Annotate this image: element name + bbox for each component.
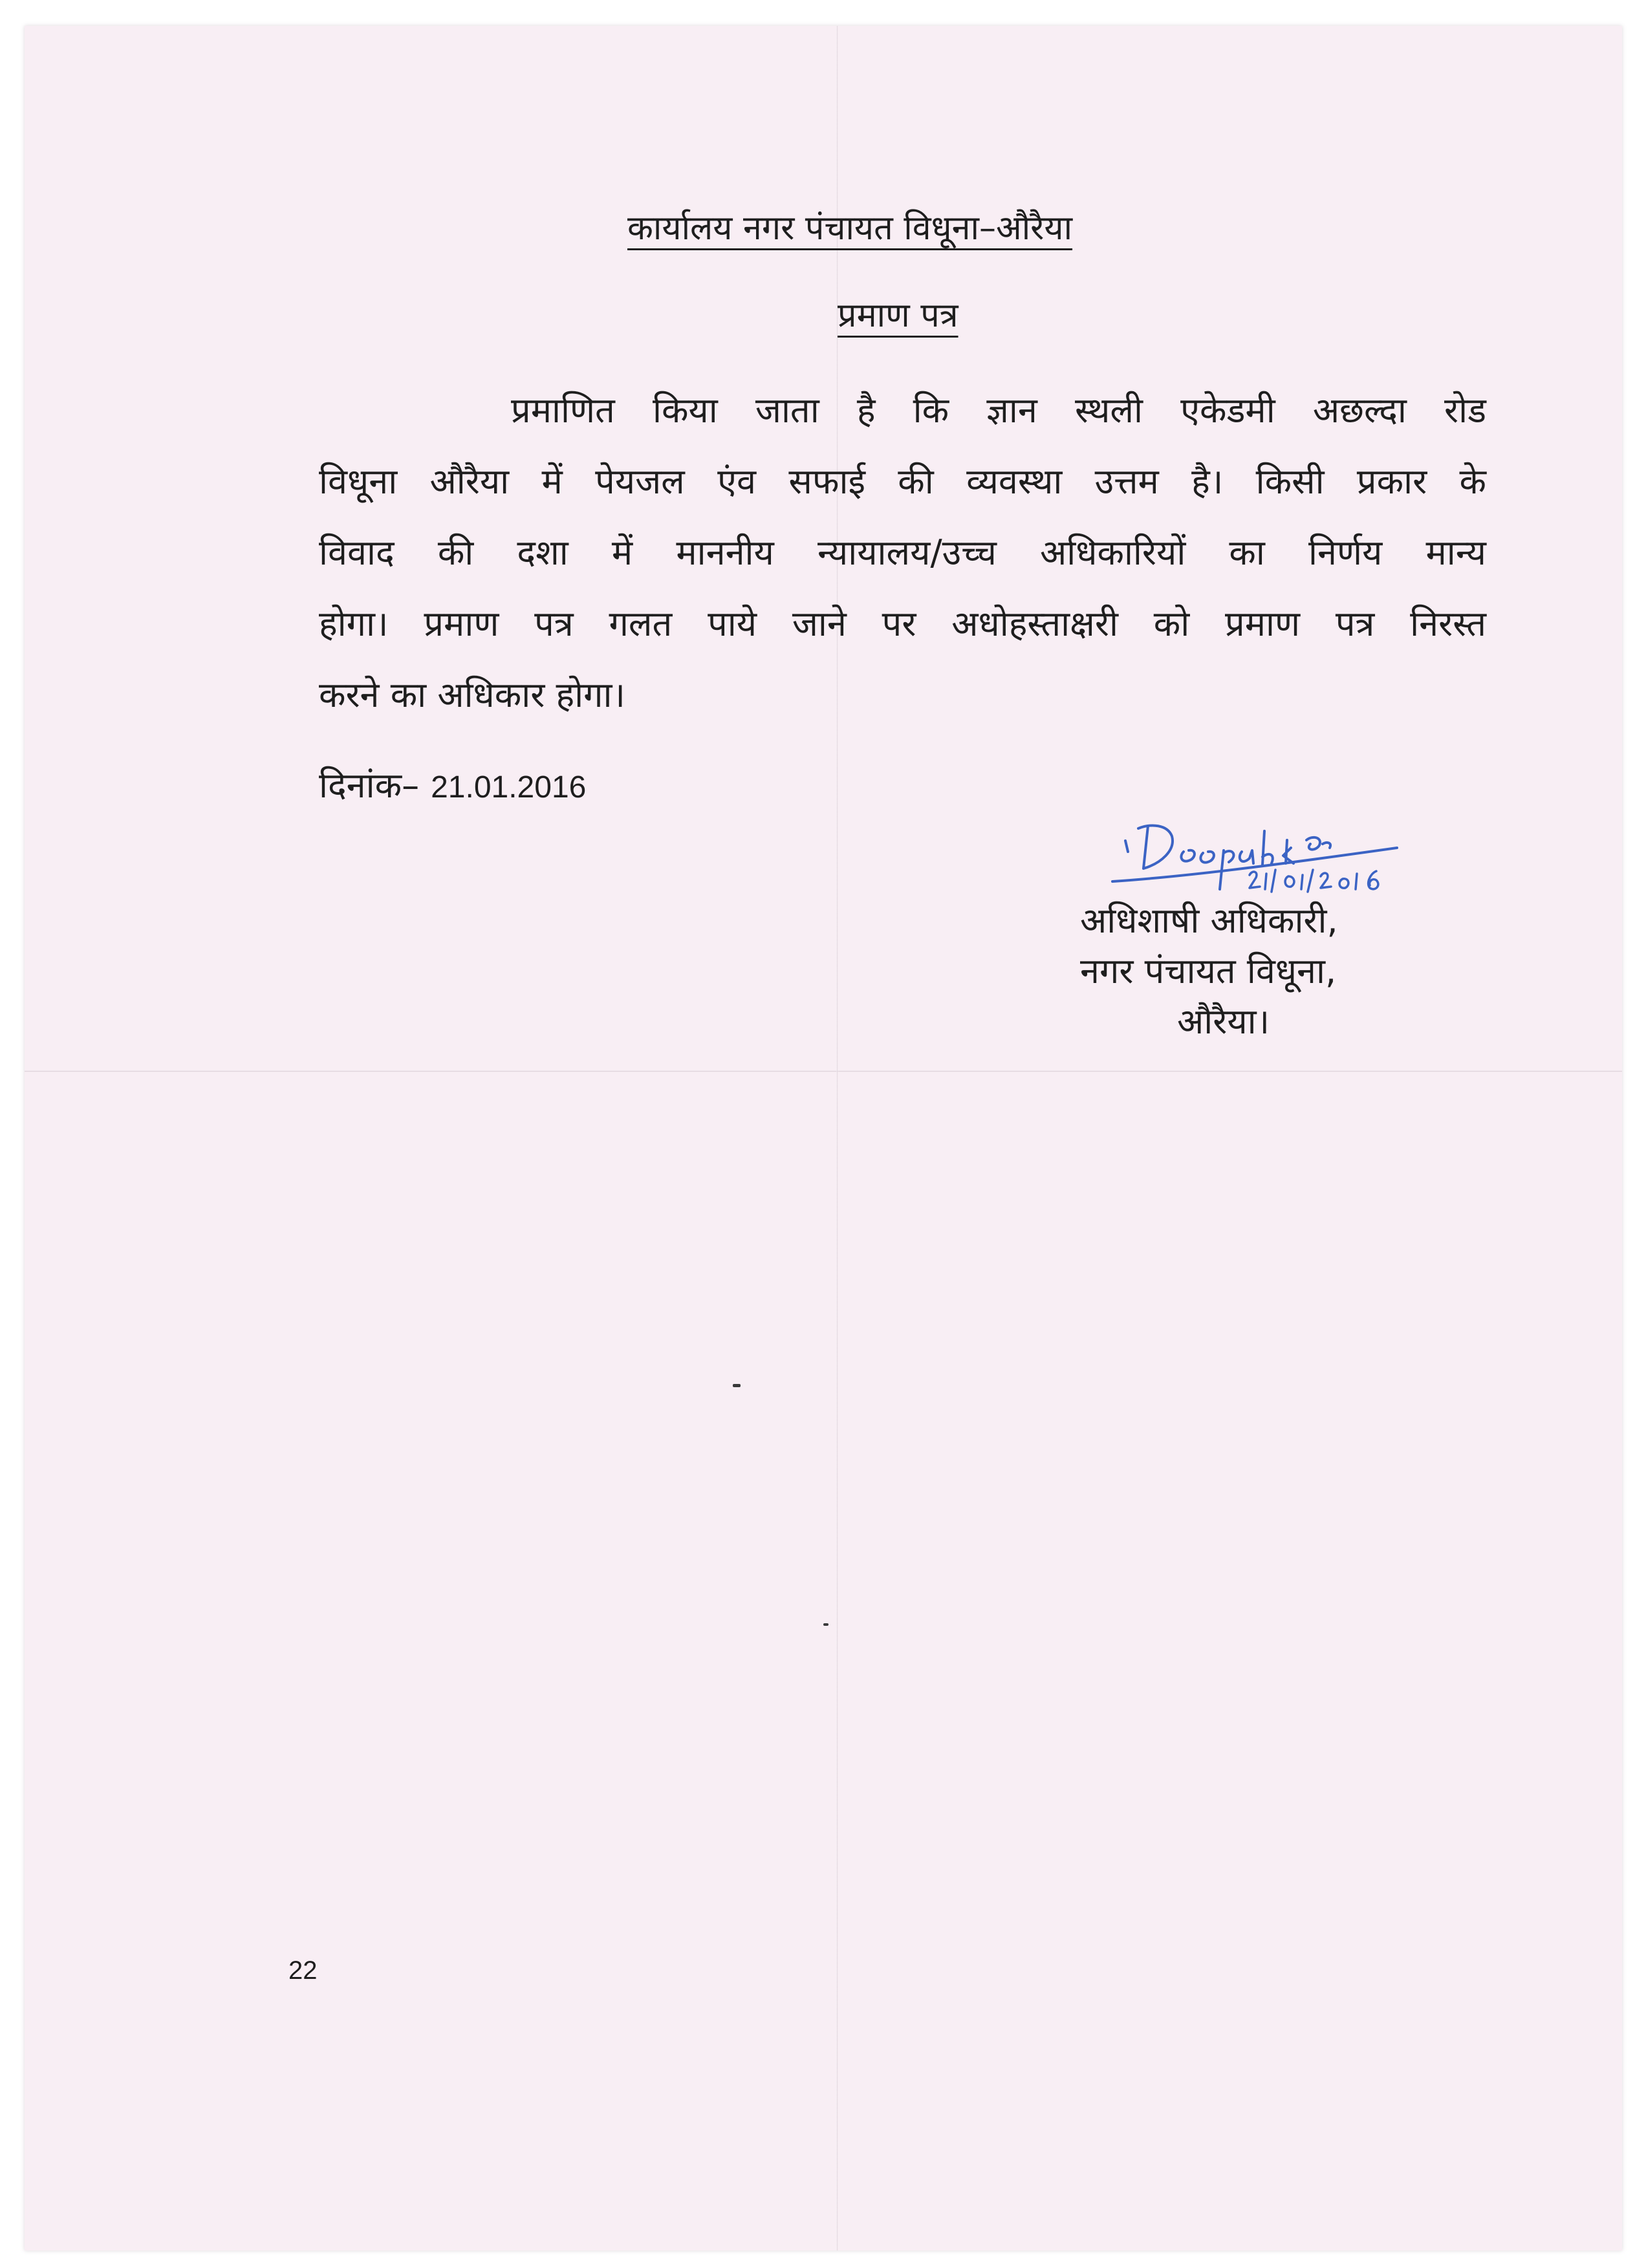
fold-crease-horizontal xyxy=(25,1070,1622,1072)
ink-speck xyxy=(733,1384,741,1387)
certificate-line-5: करने का अधिकार होगा। xyxy=(319,675,625,715)
signatory-designation: अधिशाषी अधिकारी, xyxy=(1080,900,1338,941)
certificate-heading: प्रमाण पत्र xyxy=(838,296,958,335)
paper-sheet xyxy=(25,26,1622,2251)
page-number: 22 xyxy=(288,1956,318,1985)
ink-speck xyxy=(823,1623,828,1626)
signatory-place: औरैया। xyxy=(1177,1001,1270,1042)
signatory-block xyxy=(1080,896,1338,1047)
office-title: कार्यालय नगर पंचायत विधूना–औरैया xyxy=(627,209,1073,248)
certificate-line-3: विवाद की दशा में माननीय न्यायालय/उच्च अधिकारियों का निर्णय मान्य xyxy=(319,532,1486,573)
date-label: दिनांक– xyxy=(319,765,420,806)
fold-crease-vertical xyxy=(836,26,838,2251)
signatory-office: नगर पंचायत विधूना, xyxy=(1080,951,1337,991)
certificate-line-2: विधूना औरैया में पेयजल एंव सफाई की व्यवस्था उत्तम है। किसी प्रकार के xyxy=(319,461,1486,502)
handwritten-signature xyxy=(1099,812,1436,902)
date-line xyxy=(319,760,586,808)
certificate-line-1: प्रमाणित किया जाता है कि ज्ञान स्थली एकेडमी अछल्दा रोड xyxy=(511,390,1486,431)
date-value: 21.01.2016 xyxy=(431,770,587,805)
certificate-line-4: होगा। प्रमाण पत्र गलत पाये जाने पर अधोहस्ताक्षरी को प्रमाण पत्र निरस्त xyxy=(319,603,1486,644)
